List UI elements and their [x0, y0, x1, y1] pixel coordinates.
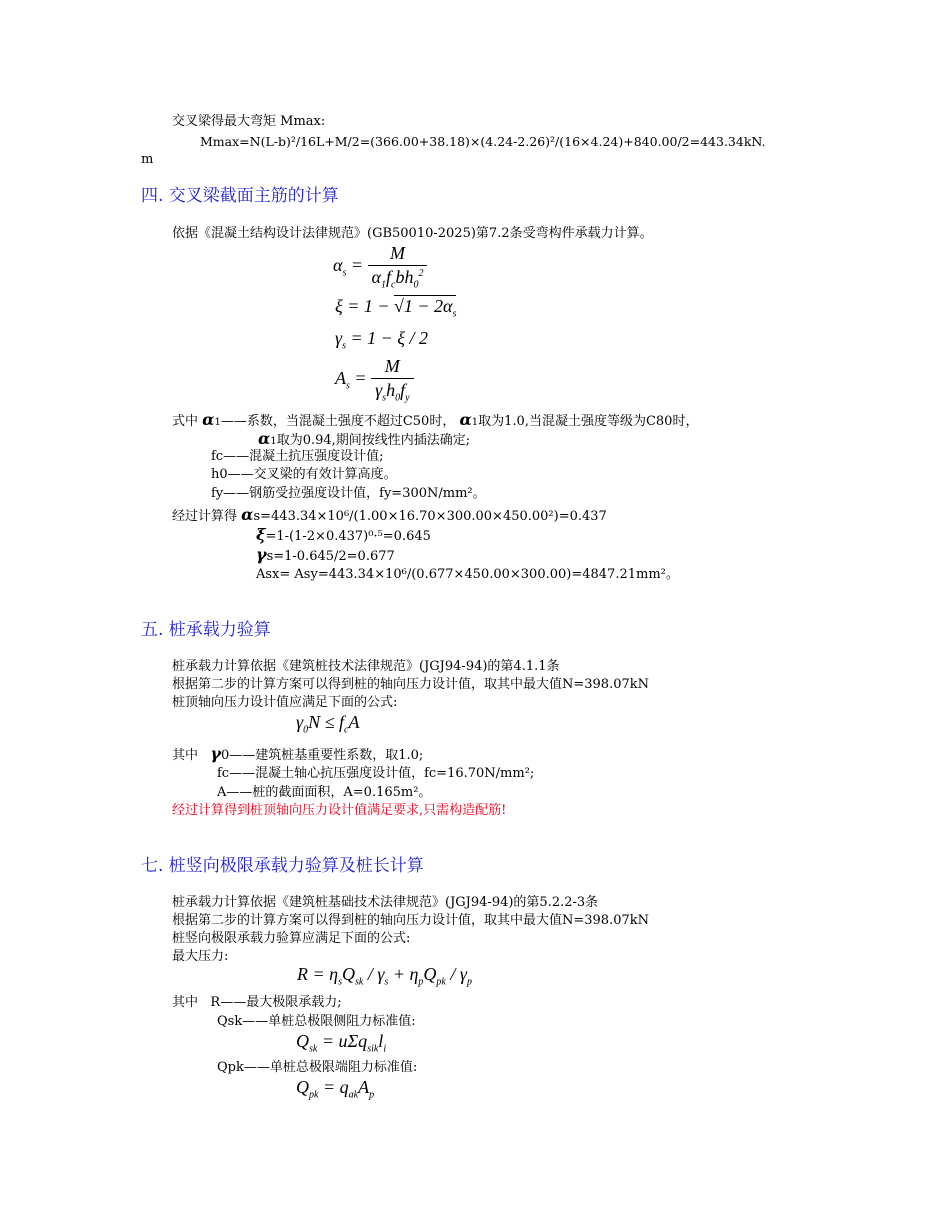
mmax-intro: 交叉梁得最大弯矩 Mmax:	[172, 114, 326, 129]
section7-heading: 七. 桩竖向极限承载力验算及桩长计算	[141, 856, 424, 876]
where-fc-pile: fc——混凝土轴心抗压强度设计值，fc=16.70N/mm²;	[217, 766, 535, 781]
mmax-calc-line1: Mmax=N(L-b)²/16L+M/2=(366.00+38.18)×(4.24-2.26)²/(16×4.24)+840.00/2=443.34kN.	[200, 134, 766, 149]
formula-ultimate-capacity: $R = \eta_sQ_{sk} / \gamma_s + \eta_pQ_{pk} / \gamma_p$	[297, 964, 472, 988]
section5-line2: 根据第二步的计算方案可以得到桩的轴向压力设计值，取其中最大值N=398.07kN	[172, 677, 650, 692]
section5-conclusion: 经过计算得到桩顶轴向压力设计值满足要求,只需构造配筋!	[172, 803, 507, 818]
where-qpk: Qpk——单桩总极限端阻力标准值:	[217, 1060, 418, 1075]
section7-line1: 桩承载力计算依据《建筑桩基础技术法律规范》(JGJ94-94)的第5.2.2-3条	[172, 895, 599, 910]
result-alpha: 经过计算得 αs=443.34×10⁶/(1.00×16.70×300.00×450.00²)=0.437	[172, 505, 607, 524]
section5-heading: 五. 桩承载力验算	[141, 620, 271, 640]
section7-line3: 桩竖向极限承载力验算应满足下面的公式:	[172, 931, 411, 946]
section5-line1: 桩承载力计算依据《建筑桩技术法律规范》(JGJ94-94)的第4.1.1条	[172, 659, 560, 674]
where-h0: h0——交叉梁的有效计算高度。	[211, 467, 397, 482]
where-fy: fy——钢筋受拉强度设计值，fy=300N/mm²。	[211, 486, 486, 501]
where-gamma0: 其中 γ0——建筑桩基重要性系数，取1.0;	[172, 744, 424, 763]
formula-pile-axial: $\gamma_0N \le f_cA$	[296, 712, 360, 736]
result-gamma: γs=1-0.645/2=0.677	[256, 545, 395, 564]
section7-line2: 根据第二步的计算方案可以得到桩的轴向压力设计值，取其中最大值N=398.07kN	[172, 913, 650, 928]
mmax-calc-line2: m	[141, 152, 154, 167]
where-alpha1-line2: α1取为0.94,期间按线性内插法确定;	[258, 429, 471, 448]
where-qsk: Qsk——单桩总极限侧阻力标准值:	[217, 1014, 416, 1029]
formula-gamma-s: $\gamma_s = 1 - \xi / 2$	[335, 328, 429, 352]
where-alpha1: 式中 α1——系数，当混凝土强度不超过C50时， α1取为1.0,当混凝土强度等级为C80时，	[172, 410, 699, 429]
result-as: Asx= Asy=443.34×10⁶/(0.677×450.00×300.00)=4847.21mm²。	[256, 567, 679, 582]
result-xi: ξ=1-(1-2×0.437)⁰·⁵=0.645	[256, 525, 431, 544]
formula-xi: $\xi = 1 - √1 - 2\alpha_s$	[335, 296, 457, 320]
section4-heading: 四. 交叉梁截面主筋的计算	[141, 186, 339, 206]
formula-qsk: $Q_{sk} = u\Sigma q_{sik}l_i$	[296, 1031, 387, 1055]
section4-basis: 依据《混凝土结构设计法律规范》(GB50010-2025)第7.2条受弯构件承载力计算。	[172, 226, 653, 241]
where-fc: fc——混凝土抗压强度设计值;	[211, 449, 384, 464]
formula-alpha-s: $\alpha_s$ = $\frac{M}{\alpha_1f_cbh_0^2}$	[333, 243, 427, 291]
section7-line4: 最大压力:	[172, 949, 229, 964]
section5-line3: 桩顶轴向压力设计值应满足下面的公式:	[172, 695, 398, 710]
formula-as: $A_s$ = $\frac{M}{\gamma_sh_0f_y}$	[335, 356, 414, 404]
where-area: A——桩的截面面积，A=0.165m²。	[217, 785, 432, 800]
formula-qpk: $Q_{pk} = q_{ak}A_p$	[296, 1077, 375, 1101]
where-r: 其中 R——最大极限承载力;	[172, 995, 342, 1010]
